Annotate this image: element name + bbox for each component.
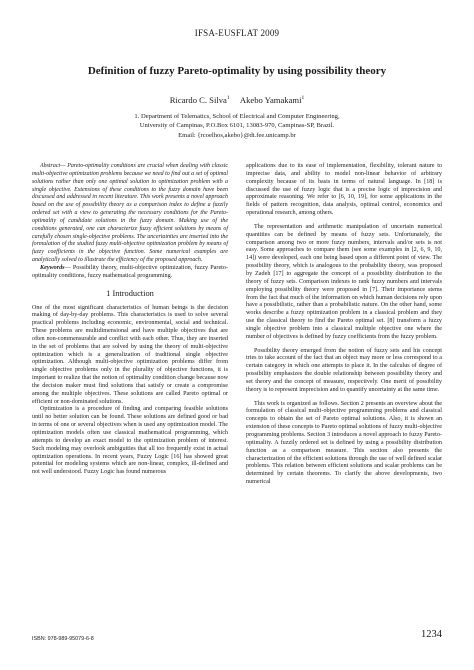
keywords-label: Keywords: [40, 264, 65, 271]
abstract-dash: —: [60, 163, 68, 169]
section-heading-introduction: 1 Introduction: [106, 288, 154, 298]
body-paragraph: The representation and arithmetic manipulation of uncertain numerical quantities can be defined by means of fuzzy sets. Unfortunately, the comparison among two or more fuzzy numbers, intervals and/or sets is not easy. Some approaches to compare them (see some examples in [2, 6, 9, 10, 14]) were developed, each one being based upon a different point of view. The possibility theory, which is analogous to the probability theory, was proposed by Zadeh [17] to aggregate the concept of a possibility distribution to the theory of fuzzy sets. Comparison indexes to rank fuzzy numbers and intervals employing possibility theory were proposed in [7]. Their importance stems from the fact that much of the information on which human decisions rely upon have a possibilistic, rather than a probabilistic nature. On the other hand, some works describe a fuzzy optimization problem in a classical problem and they use the classical theory to find the Pareto optimal set. [8] transform a fuzzy single objective problem into a classical multiple objective one where the number of objectives is defined by fuzzy coefficients from the fuzzy problem.: [246, 223, 442, 340]
running-head: IFSA-EUSFLAT 2009: [194, 28, 280, 38]
author-name: Akebo Yamakami: [239, 95, 302, 105]
paper-title: Definition of fuzzy Pareto-optimality by using possibility theory: [87, 65, 387, 77]
affiliation-line: 1. Department of Telematics, School of Electrical and Computer Engineering,: [134, 113, 340, 120]
keywords: [32, 265, 228, 281]
author-name: Ricardo C. Silva: [169, 95, 227, 105]
author-line: [0, 95, 474, 105]
body-paragraph: applications due to its ease of implementation, flexibility, tolerant nature to imprecise data, and ability to model non-linear behavior of arbitrary complexity because of its basis in terms of natural language. In [18] is discussed the use of fuzzy logic that is a precise logic of imprecision and approximate reasoning. We refer to [6, 10, 19], for some applications in the fields of pattern recognition, data analysis, optimal control, economics and operational research, among others.: [246, 163, 442, 217]
body-paragraph: Optimization is a procedure of finding and comparing feasible solutions until no better solution can be found. These solutions are defined good or bad in terms of one or several objectives when is used any optimization model. The optimization models often use classical mathematical programming, which attempts to develop an exact model to the optimization problem of interest. Such modeling may overlook ambiguities that all too frequently exist in actual optimization operations. In recent years, Fuzzy Logic [16] has showed great potential for modeling systems which are non-linear, complex, ill-defined and not well understood. Fuzzy Logic has found numerous: [32, 406, 228, 476]
body-paragraph: Possibility theory emerged from the notion of fuzzy sets and his concept tries to take account of the fact that an object may more or less correspond to a certain category in which one attempts to place it. In the calculus of degree of possibility emphasizes the double relationship between possibility theory and set theory and the concept of measure, respectively. One merit of possibility theory is to represent imprecision and to quantify uncertainty at the same time.: [246, 347, 442, 393]
body-paragraph: One of the most significant characteristics of human beings is the decision making of day-by-day problems. This characteristics is used to solve several practical problems including economic, environmental, social and technical. These problems are multidimensional and have multiple objectives that are often non-commensurable and conflict with each other. Thus, they are inserted in the set of problems that are solved by using the theory of multi-objective optimization which is a generalization of traditional single objective optimization. Although multi-objective optimization problems differ from single objective problems only in the plurality of objective functions, it is important to realize that the notion of optimality condition change because now the decision maker must find solutions that satisfy or create a compromise among the multiple objectives. These solutions are called Pareto optimal or efficient or non-dominated solutions.: [32, 304, 228, 405]
left-column: [32, 163, 228, 477]
isbn-footer: ISBN: 978-989-95079-6-8: [32, 636, 94, 642]
page-number: 1234: [421, 629, 442, 640]
abstract: [32, 163, 228, 265]
abstract-text: Pareto-optimality conditions are crucial when dealing with classic multi-objective optimization problems because we need to find out a set of optimal solutions rather than only one optimal solution to optimization problem with a single objective. Extensions of these conditions to the fuzzy domain have been discussed and addressed in recent literature. This work presents a novel approach based on the use of possibility theory as a comparison index to define a fuzzily ordered set with a view to generating the necessary conditions for the Pareto-optimality of candidate solutions in the fuzzy domain. Making use of the conditions generated, one can characterize fuzzy efficient solutions by means of carefully chosen single-objective problems. The uncertainties are inserted into the formulation of the studied fuzzy multi-objective optimization problem by means of fuzzy coefficients in the objective function. Some numerical examples are analytically solved to illustrate the efficiency of the proposed approach.: [32, 163, 228, 264]
abstract-label: Abstract: [40, 163, 61, 169]
email-line: Email: {rcoelhos,akebo}@dt.fee.unicamp.br: [178, 131, 296, 139]
affiliation-block: [20, 112, 454, 140]
body-paragraph: This work is organized as follows. Section 2 presents an overview about the formulation of classical multi-objective programming problems and classical concepts to obtain the set of Pareto optimal solutions. Also, it is shown an extension of these concepts to Pareto optimal solutions of fuzzy multi-objective programming problems. Section 3 introduces a novel approach to fuzzy Pareto-optimality. A fuzzily ordered set is defined by using a possibility distribution function as a comparison measure. This section also presents the characterization of the efficient solutions through the use of well defined scalar problems. This relation between efficient solutions and scalar problems can be determined by certain theorems. To clarify the above developments, two numerical: [246, 400, 442, 486]
affiliation-line: University of Campinas, P.O.Box 6101, 13083-970, Campinas-SP, Brazil.: [139, 122, 335, 130]
keywords-text: — Possibility theory, multi-objective optimization, fuzzy Pareto-optimality conditions, fuzzy mathematical programming.: [32, 264, 228, 279]
right-column: [246, 163, 442, 487]
author-affil-mark: 1: [301, 95, 305, 102]
author-affil-mark: 1: [226, 95, 230, 102]
